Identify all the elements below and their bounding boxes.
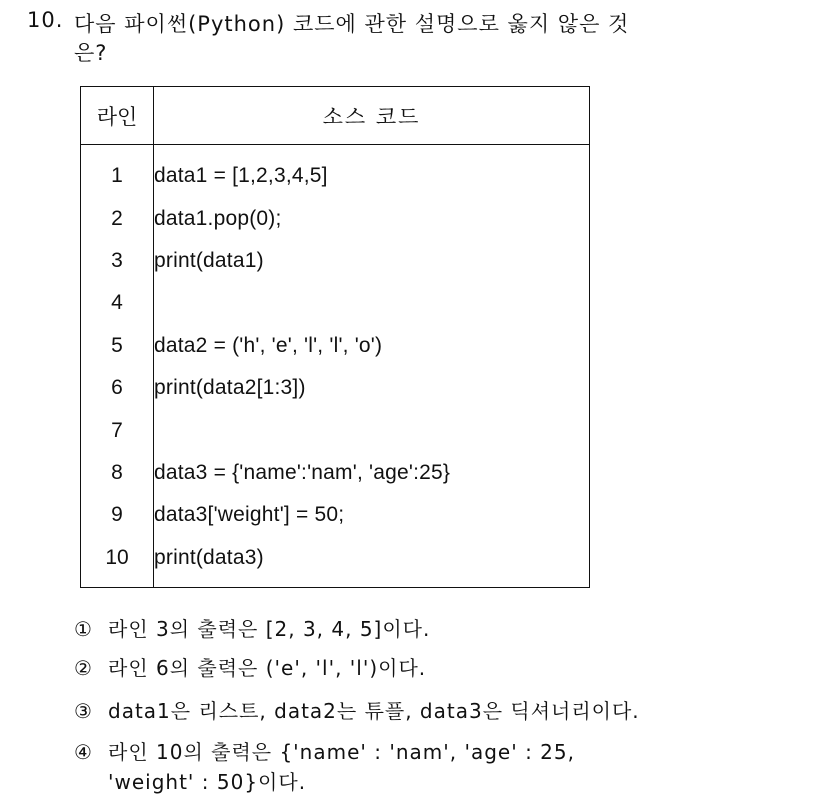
line-number: 10 <box>81 537 154 588</box>
question-text-line1: 다음 파이썬(Python) 코드에 관한 설명으로 옳지 않은 것 <box>74 12 630 36</box>
line-number: 2 <box>81 197 154 239</box>
option-1-text: 라인 3의 출력은 [2, 3, 4, 5]이다. <box>108 617 431 641</box>
table-row <box>81 409 590 451</box>
question-text-line2: 은? <box>74 41 108 65</box>
question-number: 10. <box>27 8 64 32</box>
table-row <box>81 145 590 198</box>
table-row <box>81 240 590 282</box>
option-3[interactable] <box>74 695 640 724</box>
table-row <box>81 197 590 239</box>
code-cell: data2 = ('h', 'e', 'l', 'l', 'o') <box>154 325 590 367</box>
table-row <box>81 537 590 588</box>
table-row <box>81 325 590 367</box>
code-cell: print(data1) <box>154 240 590 282</box>
code-cell <box>154 282 590 324</box>
table-header-row <box>81 87 590 145</box>
header-line: 라인 <box>81 87 154 145</box>
line-number: 3 <box>81 240 154 282</box>
option-4[interactable] <box>74 736 575 765</box>
line-number: 1 <box>81 145 154 198</box>
line-number: 9 <box>81 494 154 536</box>
code-cell: data3 = {'name':'nam', 'age':25} <box>154 452 590 494</box>
source-code-table <box>80 86 590 588</box>
option-1[interactable] <box>74 613 430 642</box>
line-number: 8 <box>81 452 154 494</box>
line-number: 7 <box>81 409 154 451</box>
code-cell: data1.pop(0); <box>154 197 590 239</box>
code-cell: print(data3) <box>154 537 590 588</box>
table-row <box>81 494 590 536</box>
option-3-mark: ③ <box>74 699 93 723</box>
option-4-continuation: 'weight' : 50}이다. <box>108 770 307 794</box>
option-2-text: 라인 6의 출력은 ('e', 'l', 'l')이다. <box>108 656 427 680</box>
option-2[interactable] <box>74 652 426 681</box>
code-cell: data3['weight'] = 50; <box>154 494 590 536</box>
line-number: 5 <box>81 325 154 367</box>
option-4-text: 라인 10의 출력은 {'name' : 'nam', 'age' : 25, <box>108 740 575 764</box>
code-cell: data1 = [1,2,3,4,5] <box>154 145 590 198</box>
table-row <box>81 452 590 494</box>
line-number: 4 <box>81 282 154 324</box>
option-4-mark: ④ <box>74 740 93 764</box>
code-cell <box>154 409 590 451</box>
option-2-mark: ② <box>74 656 93 680</box>
table-row <box>81 282 590 324</box>
header-source-code: 소스 코드 <box>154 87 590 145</box>
code-cell: print(data2[1:3]) <box>154 367 590 409</box>
table-row <box>81 367 590 409</box>
line-number: 6 <box>81 367 154 409</box>
option-3-text: data1은 리스트, data2는 튜플, data3은 딕셔너리이다. <box>108 699 640 723</box>
option-1-mark: ① <box>74 617 93 641</box>
